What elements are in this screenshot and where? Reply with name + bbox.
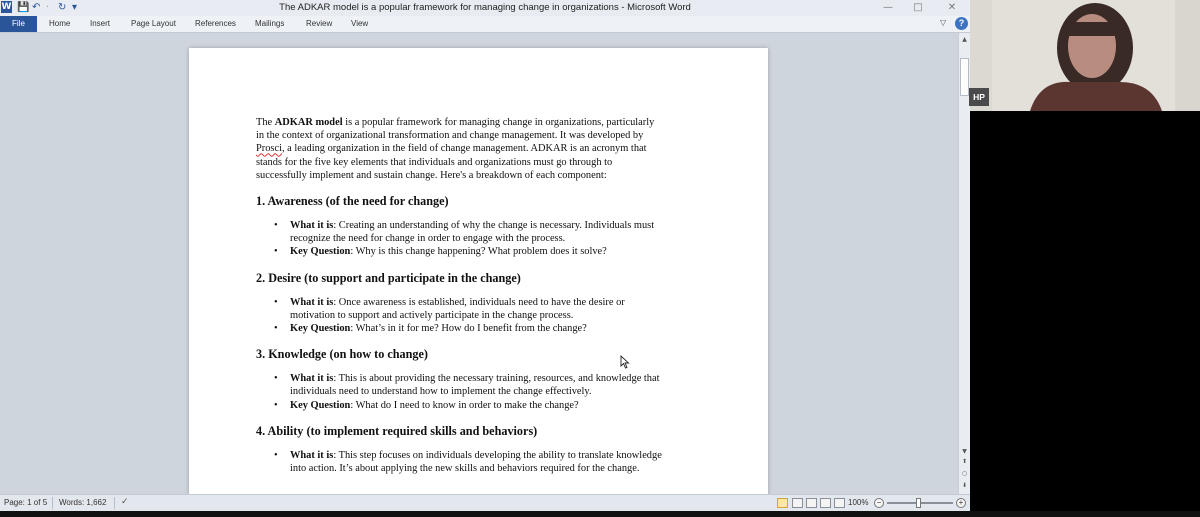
restore-button[interactable]: □ [913,2,923,13]
list-item [290,296,704,322]
bullet-text: : Creating an understanding of why the change is necessary. Individuals must [333,220,655,232]
zoom-slider-thumb[interactable] [916,498,921,508]
section-heading: 1. Awareness (of the need for change) [256,194,449,209]
zoom-level[interactable]: 100% [848,498,869,507]
bullet-text: : This step focuses on individuals developing the ability to translate knowledge [333,449,662,461]
presenter-video-image [970,0,1200,111]
proofing-icon[interactable]: ✓ [121,497,129,507]
participant-initials-badge: HP [969,88,989,106]
mouse-cursor-icon [620,355,630,369]
intro-text: in the context of organizational transformation and change management. It was developed by [256,130,644,142]
zoom-in-button[interactable]: + [956,498,966,508]
customize-qat-icon[interactable]: ▾ [72,2,78,13]
tab-view[interactable]: View [351,19,369,28]
list-item [290,322,704,335]
list-item [290,219,704,245]
undo-icon[interactable]: ↶ [32,2,41,13]
outline-view-icon[interactable] [820,498,831,508]
bullet-text: : Why is this change happening? What problem does it solve? [350,246,607,258]
intro-paragraph [256,116,704,182]
draft-view-icon[interactable] [834,498,845,508]
scroll-thumb[interactable] [960,58,969,96]
print-layout-view-icon[interactable] [777,498,788,508]
intro-text: , a leading organization in the field of change management. ADKAR is an acronym that [281,143,647,155]
bullet-label: Key Question [290,323,351,335]
bullet-label: What it is [290,296,334,308]
bullet-list [290,449,704,475]
spellcheck-word[interactable]: Prosci [256,143,282,155]
ribbon-tabs [0,16,970,33]
word-app-icon[interactable]: W [1,2,12,12]
list-item [290,399,704,412]
tab-references[interactable]: References [195,19,236,28]
bullet-text: motivation to support and actively participate in the change process. [290,309,574,321]
next-page-icon[interactable]: ⬇ [961,482,968,489]
web-layout-view-icon[interactable] [806,498,817,508]
video-panel-background [970,111,1200,511]
intro-text: successfully implement and sustain change. Here's a breakdown of each component: [256,169,607,181]
word-count[interactable]: Words: 1,662 [59,498,107,507]
section-heading: 4. Ability (to implement required skills and behaviors) [256,423,538,438]
minimize-button[interactable]: — [883,2,893,13]
status-divider [114,497,115,509]
full-screen-reading-view-icon[interactable] [792,498,803,508]
tab-review[interactable]: Review [306,19,333,28]
status-divider [52,497,53,509]
list-item [290,372,704,398]
tab-insert[interactable]: Insert [90,19,111,28]
bullet-text: : What’s in it for me? How do I benefit from the change? [350,323,587,335]
zoom-out-button[interactable]: − [874,498,884,508]
bullet-list [290,296,704,336]
page-count[interactable]: Page: 1 of 5 [4,498,48,507]
redo-icon[interactable]: ↻ [58,2,67,13]
bullet-text: individuals need to understand how to implement the change effectively. [290,386,592,398]
title-bar [0,0,970,16]
window-title: The ADKAR model is a popular framework for managing change in organizations - Microsoft Word [279,2,691,13]
bullet-label: What it is [290,449,334,461]
tab-page-layout[interactable]: Page Layout [131,19,176,28]
help-icon[interactable]: ? [955,17,968,30]
list-item [290,245,704,258]
intro-text: stands for the five key elements that individuals and organizations must go through to [256,156,613,168]
previous-page-icon[interactable]: ⬆ [961,458,968,465]
qat-separator: · [46,2,50,13]
scroll-down-icon[interactable]: ▼ [962,448,967,455]
bullet-list [290,219,704,259]
bullet-text: : This is about providing the necessary training, resources, and knowledge that [333,373,660,385]
tab-home[interactable]: Home [49,19,71,28]
document-body[interactable] [256,116,704,475]
section-heading: 3. Knowledge (on how to change) [256,347,428,362]
bullet-text: : Once awareness is established, individuals need to have the desire or [333,296,625,308]
save-icon[interactable]: 💾 [17,2,30,13]
bullet-text: into action. It’s about applying the new skills and behaviors required for the change. [290,463,640,475]
document-page[interactable] [189,48,768,494]
section-heading: 2. Desire (to support and participate in the change) [256,270,521,285]
browse-object-icon[interactable]: ○ [961,470,968,477]
tab-file[interactable]: File [0,16,37,32]
intro-bold-term: ADKAR model [274,117,343,128]
screen-bottom-strip [0,511,1200,517]
bullet-label: Key Question [290,246,351,258]
close-button[interactable]: ✕ [947,2,957,13]
bullet-list [290,372,704,412]
intro-text: is a popular framework for managing change in organizations, particularly [342,117,655,128]
intro-text: The [256,117,275,128]
bullet-text: : What do I need to know in order to make the change? [350,399,579,411]
document-area[interactable] [0,33,958,494]
bullet-label: What it is [290,373,334,385]
status-bar [0,494,970,511]
bullet-label: What it is [290,220,334,232]
bullet-label: Key Question [290,399,351,411]
bullet-text: recognize the need for change in order to engage with the process. [290,233,566,245]
tab-mailings[interactable]: Mailings [255,19,285,28]
list-item [290,449,704,475]
scroll-up-icon[interactable]: ▲ [962,36,967,43]
webcam-feed [970,0,1200,111]
ribbon-minimize-icon[interactable]: ▽ [940,18,947,27]
